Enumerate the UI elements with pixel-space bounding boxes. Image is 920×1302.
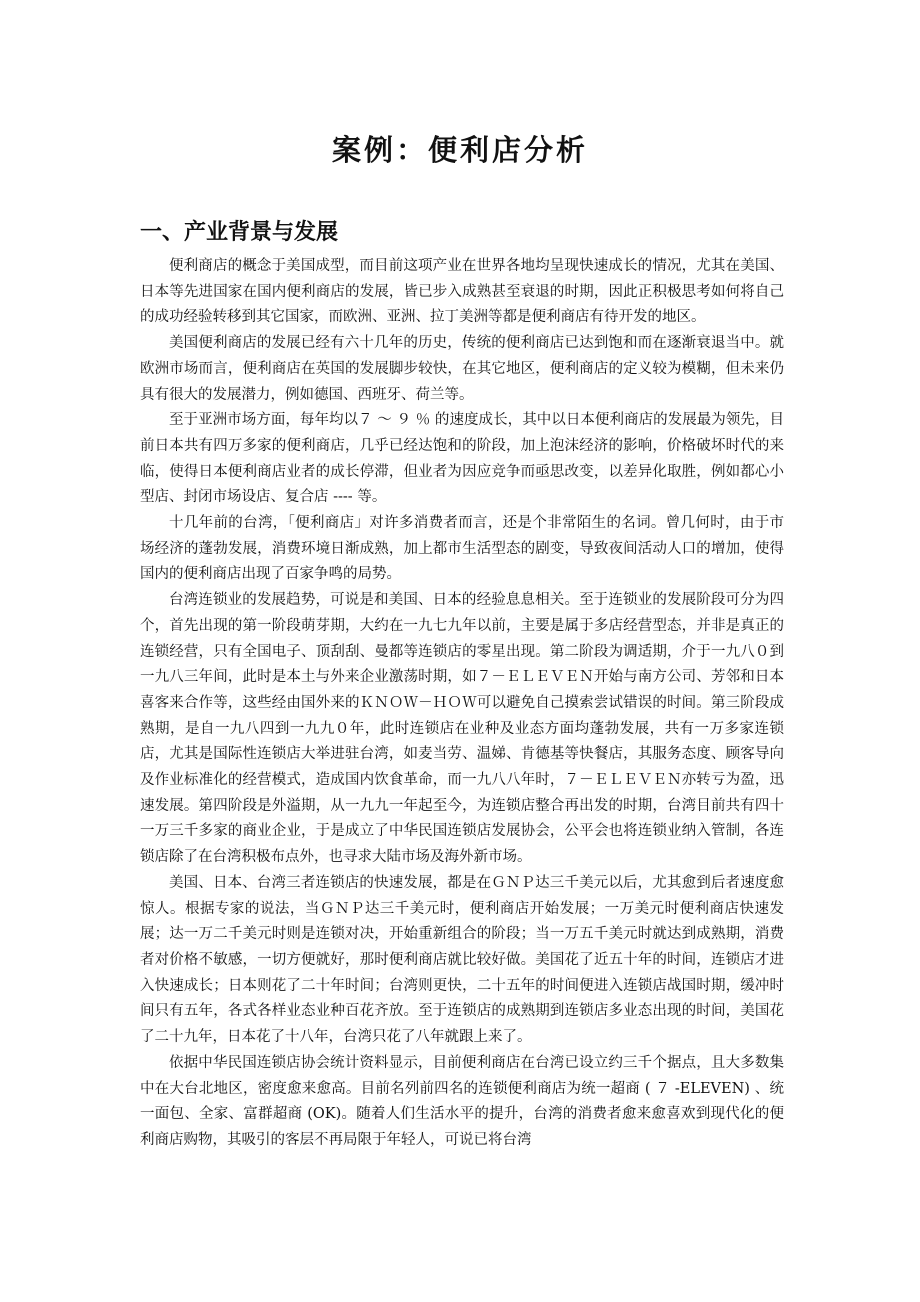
paragraph: 美国、日本、台湾三者连锁店的快速发展，都是在ＧＮＰ达三千美元以后，尤其愈到后者速度愈惊人。根据专家的说法，当ＧＮＰ达三千美元时，便利商店开始发展；一万美元时便利商店快速发展；达一万二千美元时则是连锁对决，开始重新组合的阶段；当一万五千美元时就达到成熟期，消费者对价格不敏感，一切方便就好，那时便利商店就比较好做。美国花了近五十年的时间，连锁店才进入快速成长；日本则花了二十年时间；台湾则更快，二十五年的时间便进入连锁店战国时期，缓冲时间只有五年，各式各样业态业种百花齐放。至于连锁店的成熟期到连锁店多业态出现的时间，美国花了二十九年，日本花了十八年，台湾只花了八年就跟上来了。 [140,874,784,1046]
paragraph: 台湾连锁业的发展趋势，可说是和美国、日本的经验息息相关。至于连锁业的发展阶段可分为四个，首先出现的第一阶段萌芽期，大约在一九七九年以前，主要是属于多店经营型态，并非是真正的连锁经营，只有全国电子、顶刮刮、曼都等连锁店的零星出现。第二阶段为调适期，介于一九八０到一九八三年间，此时是本土与外来企业激荡时期，如７－ＥＬＥＶＥＮ开始与南方公司、芳邻和日本喜客来合作等，这些经由国外来的ＫＮＯＷ－ＨＯＷ可以避免自己摸索尝试错误的时间。第三阶段成熟期，是自一九八四到一九九０年，此时连锁店在业种及业态方面均蓬勃发展，共有一万多家连锁店，尤其是国际性连锁店大举进驻台湾，如麦当劳、温娣、肯德基等快餐店，其服务态度、顾客导向及作业标准化的经营模式，造成国内饮食革命，而一九八八年时，７－ＥＬＥＶＥＮ亦转亏为盈，迅速发展。第四阶段是外溢期，从一九九一年起至今，为连锁店整合再出发的时期，台湾目前共有四十一万三千多家的商业企业，于是成立了中华民国连锁店发展协会，公平会也将连锁业纳入管制，各连锁店除了在台湾积极布点外，也寻求大陆市场及海外新市场。 [140,592,784,866]
paragraph: 美国便利商店的发展已经有六十几年的历史，传统的便利商店已达到饱和而在逐渐衰退当中。就欧洲市场而言，便利商店在英国的发展脚步较快，在其它地区，便利商店的定义较为模糊，但未来仍具有很大的发展潜力，例如德国、西班牙、荷兰等。 [140,335,784,403]
paragraph: 至于亚洲市场方面，每年均以７ ～ ９ ％ 的速度成长，其中以日本便利商店的发展最为领先，目前日本共有四万多家的便利商店，几乎已经达饱和的阶段，加上泡沫经济的影响，价格破坏时代的来临，使得日本便利商店业者的成长停滞，但业者为因应竞争而亟思改变，以差异化取胜，例如都心小型店、封闭市场设店、复合店 ---- 等。 [140,412,784,506]
paragraph: 依据中华民国连锁店协会统计资料显示，目前便利商店在台湾已设立约三千个据点，且大多数集中在大台北地区，密度愈来愈高。目前名列前四名的连锁便利商店为统一超商 ( ７ -ELEVEN) 、统一面包、全家、富群超商 (OK)。随着人们生活水平的提升，台湾的消费者愈来愈喜欢到现代化的便利商店购物，其吸引的客层不再局限于年轻人，可说已将台湾 [140,1054,784,1148]
section-heading: 一、产业背景与发展 [140,220,339,245]
body-text [140,254,784,1154]
document-title: 案例：便利店分析 [331,133,588,167]
paragraph: 便利商店的概念于美国成型，而目前这项产业在世界各地均呈现快速成长的情况，尤其在美国、日本等先进国家在国内便利商店的发展，皆已步入成熟甚至衰退的时期，因此正积极思考如何将自己的成功经验转移到其它国家，而欧洲、亚洲、拉丁美洲等都是便利商店有待开发的地区。 [140,258,784,326]
paragraph: 十几年前的台湾，「便利商店」对许多消费者而言，还是个非常陌生的名词。曾几何时，由于市场经济的蓬勃发展，消费环境日渐成熟，加上都市生活型态的剧变，导致夜间活动人口的增加，使得国内的便利商店出现了百家争鸣的局势。 [140,515,784,583]
